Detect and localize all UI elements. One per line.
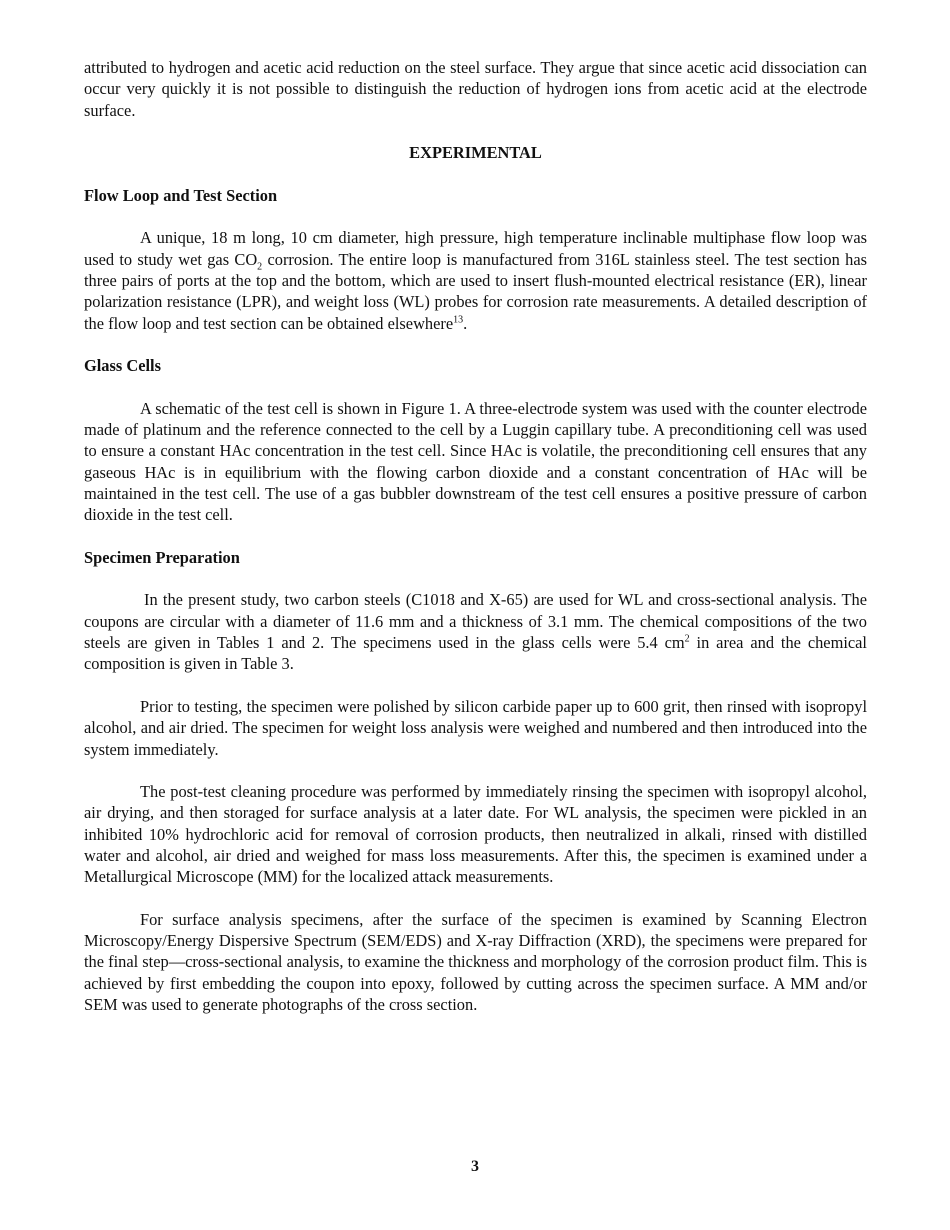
co2-subscript: 2 [257, 260, 263, 272]
area-superscript: 2 [684, 633, 690, 645]
specimen-paragraph-1 [84, 589, 867, 674]
flow-loop-text-b: corrosion. The entire loop is manufactured from 316L stainless steel. The test section has three pairs of ports at the top and the bottom, which are used to insert flush-mounted electrical resistance (ER), linear polarization resistance (LPR), and weight loss (WL) probes for corrosion rate measurements. A detailed description of the flow loop and test section can be obtained elsewhere [84, 249, 867, 333]
specimen-p1-text-b: in area and the chemical composition is given in Table 3. [84, 633, 867, 674]
specimen-paragraph-3: The post-test cleaning procedure was performed by immediately rinsing the specimen with isopropyl alcohol, air drying, and then storaged for surface analysis at a later date. For WL analysis, the specimen were pickled in an inhibited 10% hydrochloric acid for removal of corrosion products, then neutralized in alkali, rinsed with distilled water and alcohol, air dried and weighed for mass loss measurements. After this, the specimen is examined under a Metallurgical Microscope (MM) for the localized attack measurements. [84, 782, 867, 887]
specimen-paragraph-2: Prior to testing, the specimen were polished by silicon carbide paper up to 600 grit, then rinsed with isopropyl alcohol, and air dried. The specimen for weight loss analysis were weighed and numbered and then introduced into the system immediately. [84, 696, 867, 759]
glass-cells-paragraph: A schematic of the test cell is shown in Figure 1. A three-electrode system was used with the counter electrode made of platinum and the reference connected to the cell by a Luggin capillary tube. A preconditioning cell was used to ensure a constant HAc concentration in the test cell. Since HAc is volatile, the preconditioning cell ensures that any gaseous HAc is in equilibrium with the flowing carbon dioxide and a constant concentration of HAc will be maintained in the test cell. The use of a gas bubbler downstream of the test cell ensures a positive pressure of carbon dioxide in the test cell. [84, 398, 867, 525]
flow-loop-text-c: . [463, 313, 468, 333]
specimen-paragraph-4: For surface analysis specimens, after the surface of the specimen is examined by Scanning Electron Microscopy/Energy Dispersive Spectrum (SEM/EDS) and X-ray Diffraction (XRD), the specimens were prepared for the final step—cross-sectional analysis, to examine the thickness and morphology of the corrosion product film. This is achieved by first embedding the coupon into epoxy, followed by cutting across the specimen surface. A MM and/or SEM was used to generate photographs of the cross section. [84, 909, 867, 1015]
glass-cells-heading: Glass Cells [84, 356, 161, 376]
reference-superscript: 13 [453, 314, 464, 326]
flow-loop-text-a: A unique, 18 m long, 10 cm diameter, high pressure, high temperature inclinable multiphase flow loop was used to study wet gas CO [84, 228, 867, 269]
experimental-heading: EXPERIMENTAL [409, 143, 542, 163]
flow-loop-paragraph [84, 227, 867, 333]
specimen-p1-text-a: In the present study, two carbon steels (C1018 and X-65) are used for WL and cross-sectional analysis. The coupons are circular with a diameter of 11.6 mm and a thickness of 3.1 mm. The chemical compositions of the two steels are given in Tables 1 and 2. The specimens used in the glass cells were 5.4 cm [84, 590, 867, 653]
specimen-heading: Specimen Preparation [84, 547, 240, 567]
document-page [84, 57, 867, 1015]
intro-paragraph: attributed to hydrogen and acetic acid reduction on the steel surface. They argue that since acetic acid dissociation can occur very quickly it is not possible to distinguish the reduction of hydrogen ions from acetic acid at the electrode surface. [84, 58, 867, 120]
page-number: 3 [471, 1158, 479, 1175]
flow-loop-heading: Flow Loop and Test Section [84, 185, 278, 205]
